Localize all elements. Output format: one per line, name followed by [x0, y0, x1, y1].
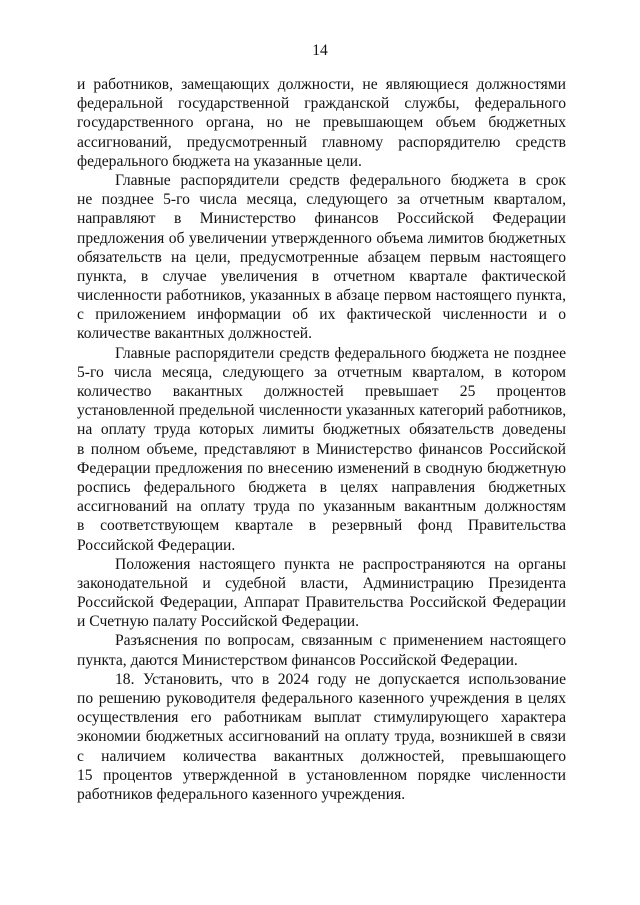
- text-line: количество вакантных должностей превышает 25 процентов: [77, 383, 566, 400]
- text-line: Российской Федерации.: [77, 536, 236, 554]
- text-line: с приложением информации об их фактической численности и о: [77, 306, 566, 324]
- text-line: и работников, замещающих должности, не являющиеся должностями: [77, 76, 566, 93]
- text-line: по решению руководителя федерального казенного учреждения в целях: [77, 690, 566, 707]
- text-line: государственного органа, но не превышающем объем бюджетных: [77, 114, 566, 132]
- text-line: установленной предельной численности указанных категорий работников,: [77, 402, 566, 420]
- text-line: 5-го числа месяца, следующего за отчетным кварталом, в котором: [77, 363, 566, 381]
- text-line: федеральной государственной гражданской службы, федерального: [77, 95, 566, 113]
- text-line: Федерации предложения по внесению изменений в сводную бюджетную: [77, 459, 566, 477]
- text-line: Главные распорядители средств федерального бюджета в срок: [115, 171, 566, 189]
- text-line: и Счетную палату Российской Федерации.: [77, 613, 360, 631]
- text-line: пункта, даются Министерством финансов Российской Федерации.: [77, 651, 518, 669]
- text-line: в полном объеме, представляют в Министерство финансов Российской: [77, 440, 566, 458]
- text-line: направляют в Министерство финансов Российской Федерации: [77, 210, 566, 228]
- document-body-text: [77, 75, 566, 804]
- text-line: ассигнований, предусмотренный главному распорядителю средств: [77, 133, 566, 151]
- text-line: 18. Установить, что в 2024 году не допускается использование: [115, 670, 566, 688]
- text-line: работников федерального казенного учреждения.: [77, 785, 406, 803]
- text-line: роспись федерального бюджета в целях направления бюджетных: [77, 478, 566, 496]
- text-line: не позднее 5-го числа месяца, следующего за отчетным кварталом,: [77, 191, 566, 209]
- text-line: пункта, в случае увеличения в отчетном квартале фактической: [77, 267, 566, 285]
- page-number: 14: [312, 42, 328, 59]
- text-line: экономии бюджетных ассигнований на оплату труда, возникшей в связи: [77, 728, 566, 746]
- text-line: численности работников, указанных в абзаце первом настоящего пункта,: [77, 287, 566, 305]
- text-line: законодательной и судебной власти, Администрацию Президента: [77, 574, 566, 592]
- text-line: осуществления его работникам выплат стимулирующего характера: [77, 709, 566, 727]
- text-line: Положения настоящего пункта не распространяются на органы: [115, 555, 566, 573]
- text-line: федерального бюджета на указанные цели.: [77, 152, 362, 170]
- text-line: обязательств на цели, предусмотренные абзацем первым настоящего: [77, 248, 566, 266]
- text-line: 15 процентов утвержденной в установленном порядке численности: [77, 766, 566, 784]
- text-line: ассигнований на оплату труда по указанным вакантным должностям: [77, 498, 566, 516]
- text-line: в соответствующем квартале в резервный фонд Правительства: [77, 517, 566, 535]
- text-line: Российской Федерации, Аппарат Правительства Российской Федерации: [77, 594, 566, 612]
- text-line: Разъяснения по вопросам, связанным с применением настоящего: [115, 632, 566, 650]
- text-line: с наличием количества вакантных должностей, превышающего: [77, 747, 566, 765]
- text-line: на оплату труда которых лимиты бюджетных обязательств доведены: [77, 421, 566, 439]
- text-line: количестве вакантных должностей.: [77, 325, 313, 343]
- text-line: Главные распорядители средств федерального бюджета не позднее: [115, 344, 566, 362]
- text-line: предложения об увеличении утвержденного объема лимитов бюджетных: [77, 229, 566, 247]
